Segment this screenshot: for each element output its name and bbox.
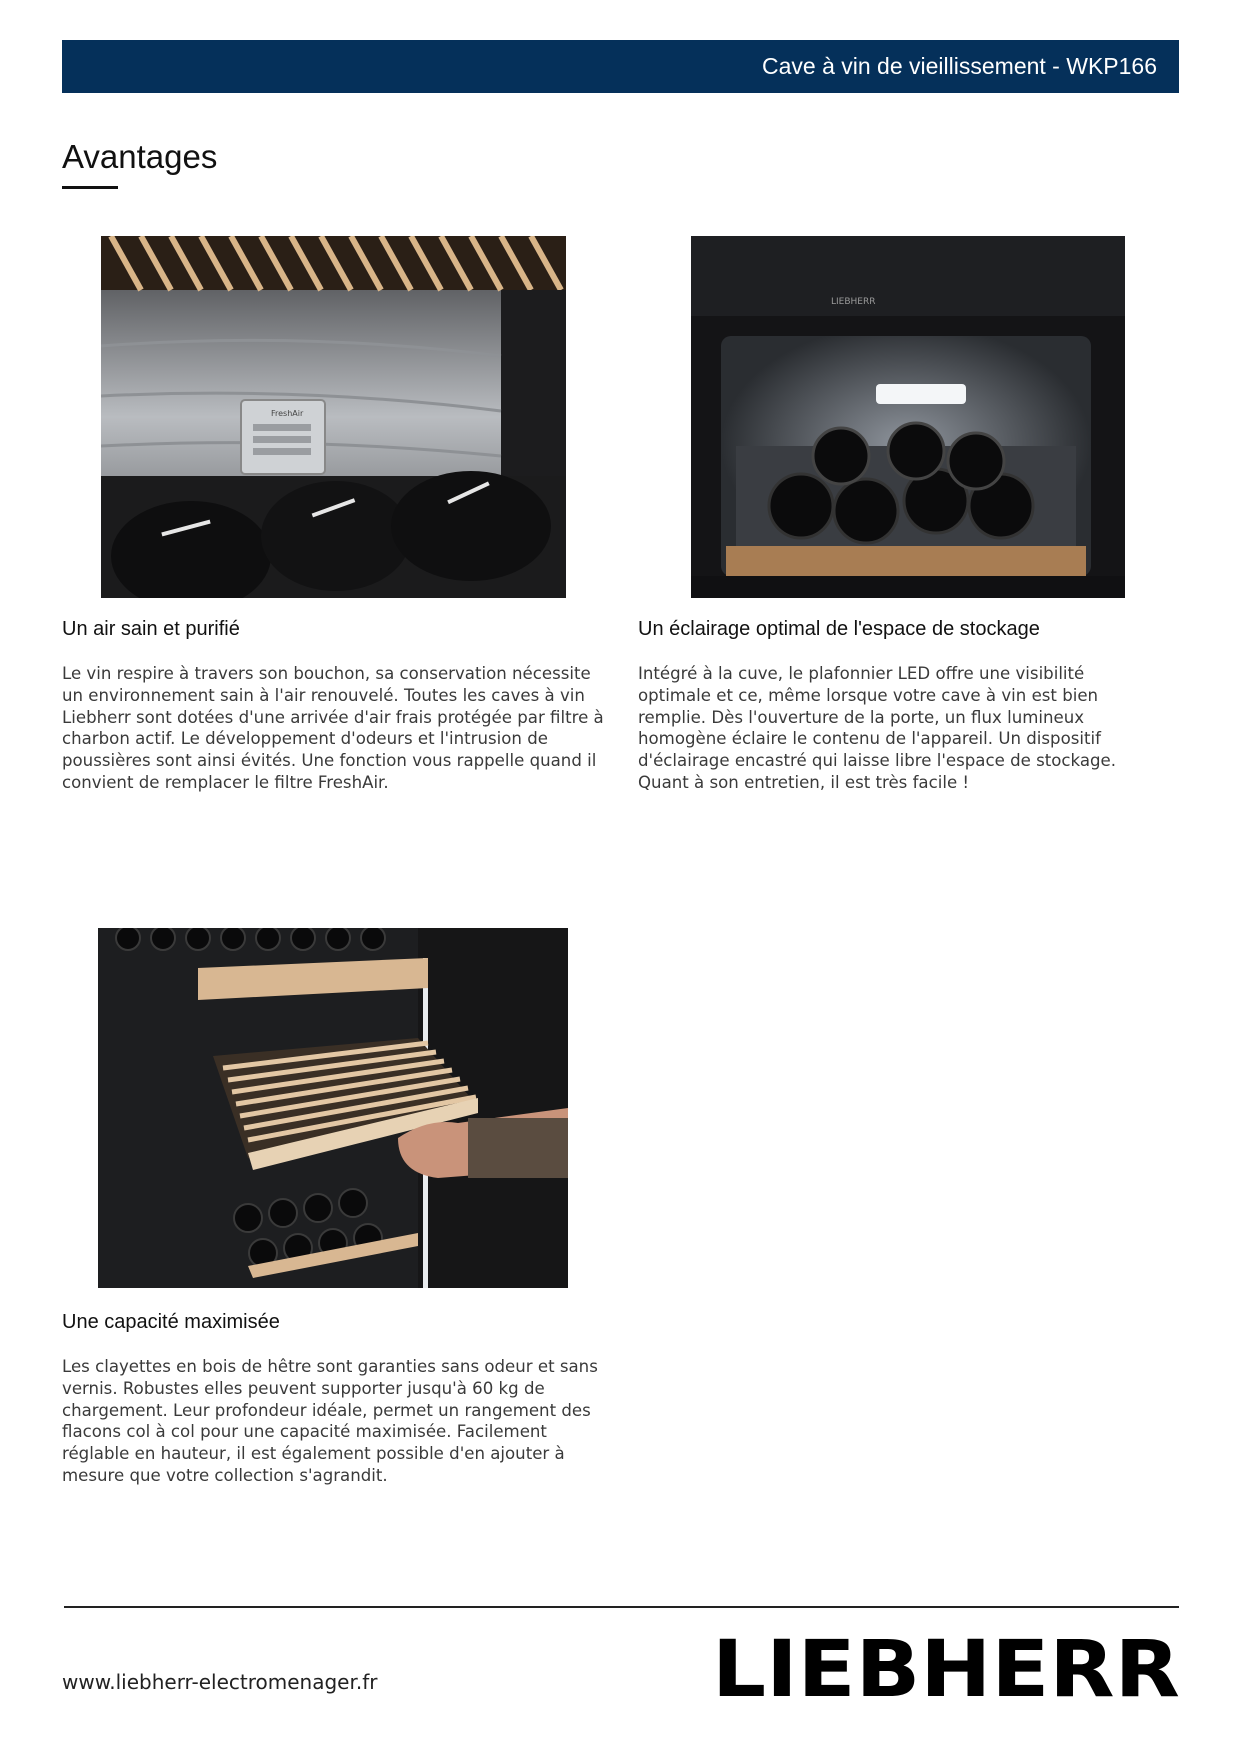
footer-divider xyxy=(64,1606,1179,1608)
liebherr-logo xyxy=(710,1634,1182,1704)
shelf-photo xyxy=(98,928,568,1288)
feature-title-air: Un air sain et purifié xyxy=(62,618,240,640)
section-underline xyxy=(62,186,118,189)
feature-text-capacity: Les clayettes en bois de hêtre sont garanties sans odeur et sans vernis. Robustes elles peuvent supporter jusqu'à 60 kg de chargement. Leur profondeur idéale, permet un rangement des flacons col à col pour une capacité maximisée. Facilement réglable en hauteur, il est également possible d'en ajouter à mesure que votre collection s'agrandit. xyxy=(62,1357,598,1485)
liebherr-label: LIEBHERR xyxy=(831,297,876,307)
feature-title-lighting: Un éclairage optimal de l'espace de stockage xyxy=(638,618,1040,640)
header-title: Cave à vin de vieillissement - WKP166 xyxy=(762,53,1157,79)
freshair-photo xyxy=(101,236,566,598)
feature-text-lighting: Intégré à la cuve, le plafonnier LED offre une visibilité optimale et ce, même lorsque votre cave à vin est bien remplie. Dès l'ouverture de la porte, un flux lumineux homogène éclaire le contenu de l'appareil. Un dispositif d'éclairage encastré qui laisse libre l'espace de stockage. Quant à son entretien, il est très facile ! xyxy=(638,664,1117,792)
led-light-photo xyxy=(691,236,1125,598)
freshair-label: FreshAir xyxy=(271,409,304,418)
header-bar xyxy=(62,40,1179,93)
feature-title-capacity: Une capacité maximisée xyxy=(62,1311,280,1333)
section-title: Avantages xyxy=(62,138,218,175)
logo-text: LIEBHERR xyxy=(712,1634,1180,1704)
feature-text-air: Le vin respire à travers son bouchon, sa conservation nécessite un environnement sain à l'air renouvelé. Toutes les caves à vin Liebherr sont dotées d'une arrivée d'air frais protégée par filtre à charbon actif. Le développement d'odeurs et l'intrusion de poussières sont ainsi évités. Une fonction vous rappelle quand il convient de remplacer le filtre FreshAir. xyxy=(62,664,604,792)
footer-website-link[interactable]: www.liebherr-electromenager.fr xyxy=(62,1670,378,1694)
